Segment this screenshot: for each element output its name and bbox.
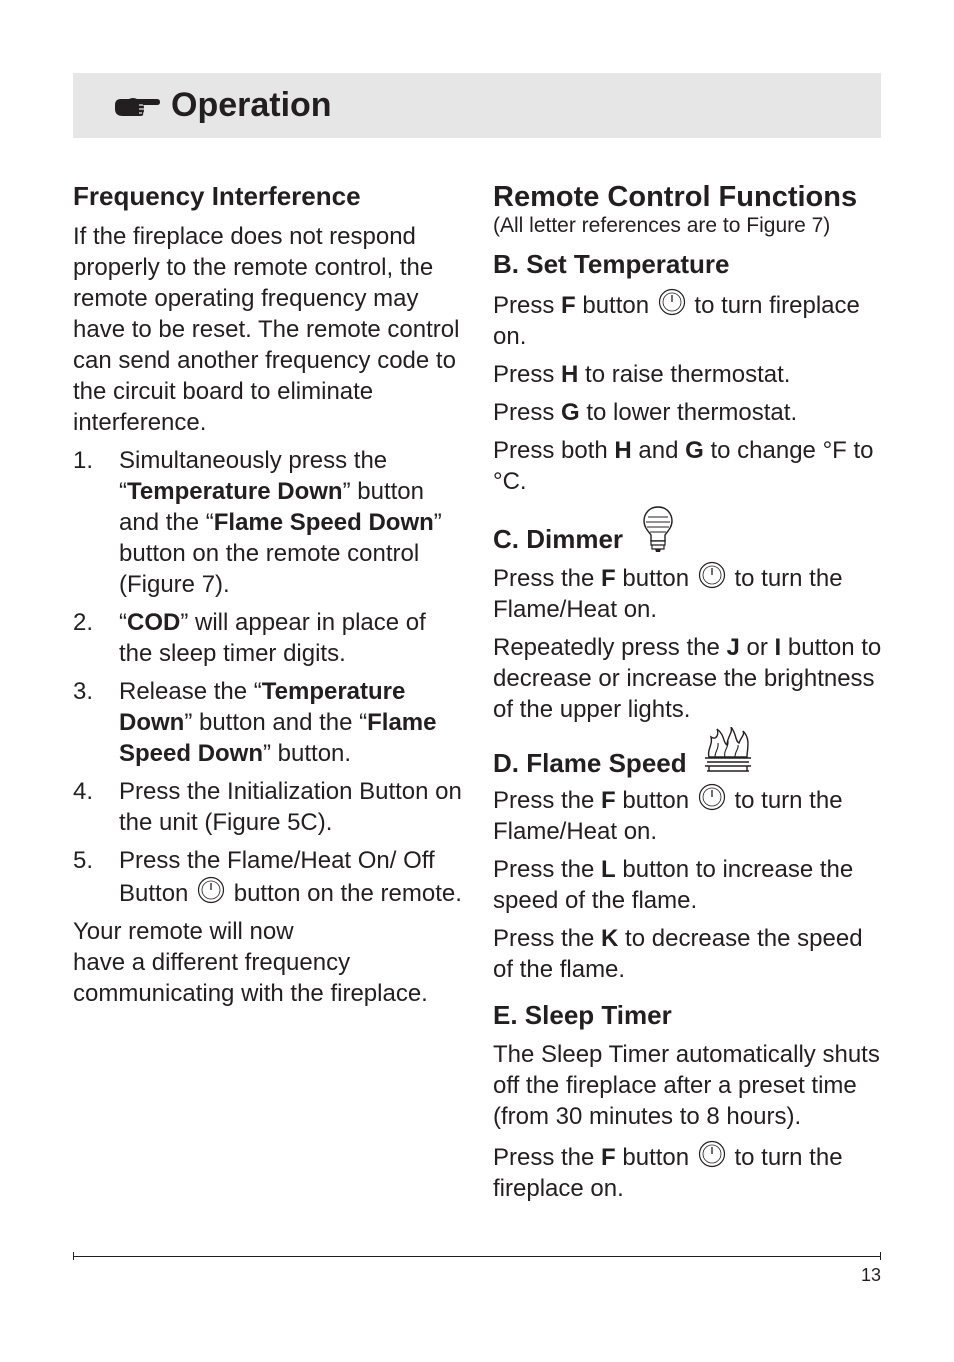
frequency-interference-column xyxy=(73,180,465,1009)
flame-speed-p1: Press the F button to turn the Flame/Heat on. xyxy=(493,783,885,847)
list-item: 2. “COD” will appear in place of the sleep timer digits. xyxy=(73,609,426,667)
reset-steps-list xyxy=(73,445,465,909)
light-bulb-icon xyxy=(641,505,675,553)
flame-speed-heading: D. Flame Speed xyxy=(493,727,885,779)
section-header xyxy=(73,73,881,138)
dimmer-p1: Press the F button to turn the Flame/Heat on. xyxy=(493,561,885,625)
dimmer-p2: Repeatedly press the J or I button to decrease or increase the brightness of the upper lights. xyxy=(493,634,882,723)
figure-reference-note: (All letter references are to Figure 7) xyxy=(493,214,831,237)
list-item: 1. Simultaneously press the “Temperature Down” button and the “Flame Speed Down” button on the remote control (Figure 7). xyxy=(73,447,442,598)
power-button-icon xyxy=(698,783,726,811)
sleep-timer-p1: The Sleep Timer automatically shuts off the fireplace after a preset time (from 30 minutes to 8 hours). xyxy=(493,1041,880,1130)
page-number: 13 xyxy=(860,1265,881,1285)
flame-icon xyxy=(701,727,755,777)
sleep-timer-p2: Press the F button to turn the fireplace on. xyxy=(493,1140,885,1204)
set-temp-p3: Press G to lower thermostat. xyxy=(493,399,798,426)
remote-functions-heading: Remote Control Functions xyxy=(493,181,858,213)
closing-line-1: Your remote will now xyxy=(73,918,294,945)
footer-rule xyxy=(73,1256,881,1257)
page-title: Operation xyxy=(171,86,332,124)
footer-tick-left xyxy=(73,1252,74,1260)
footer-tick-right xyxy=(880,1252,881,1260)
set-temperature-heading: B. Set Temperature xyxy=(493,249,730,279)
remote-control-functions-column xyxy=(493,180,885,1204)
flame-speed-p3: Press the K to decrease the speed of the flame. xyxy=(493,925,863,983)
power-button-icon xyxy=(698,561,726,589)
frequency-interference-heading: Frequency Interference xyxy=(73,181,361,211)
list-item: 4. Press the Initialization Button on the unit (Figure 5C). xyxy=(73,778,462,836)
power-button-icon xyxy=(698,1140,726,1168)
set-temp-p4: Press both H and G to change °F to °C. xyxy=(493,437,874,495)
closing-line-2: have a different frequency communicating with the fireplace. xyxy=(73,949,428,1007)
power-button-icon xyxy=(197,876,225,904)
set-temp-p1: Press F button to turn fireplace on. xyxy=(493,288,885,352)
pointing-hand-icon xyxy=(113,95,161,119)
list-item: 3. Release the “Temperature Down” button and the “Flame Speed Down” button. xyxy=(73,678,437,767)
dimmer-heading: C. Dimmer xyxy=(493,505,885,555)
sleep-timer-heading: E. Sleep Timer xyxy=(493,1000,672,1030)
flame-speed-p2: Press the L button to increase the speed of the flame. xyxy=(493,856,854,914)
list-item: 5. Press the Flame/Heat On/ Off Button button on the remote. xyxy=(73,847,462,907)
set-temp-p2: Press H to raise thermostat. xyxy=(493,361,791,388)
frequency-intro: If the fireplace does not respond properly to the remote control, the remote operating frequency may have to be reset. The remote control can send another frequency code to the circuit board to eliminate interference. xyxy=(73,223,460,436)
power-button-icon xyxy=(658,288,686,316)
